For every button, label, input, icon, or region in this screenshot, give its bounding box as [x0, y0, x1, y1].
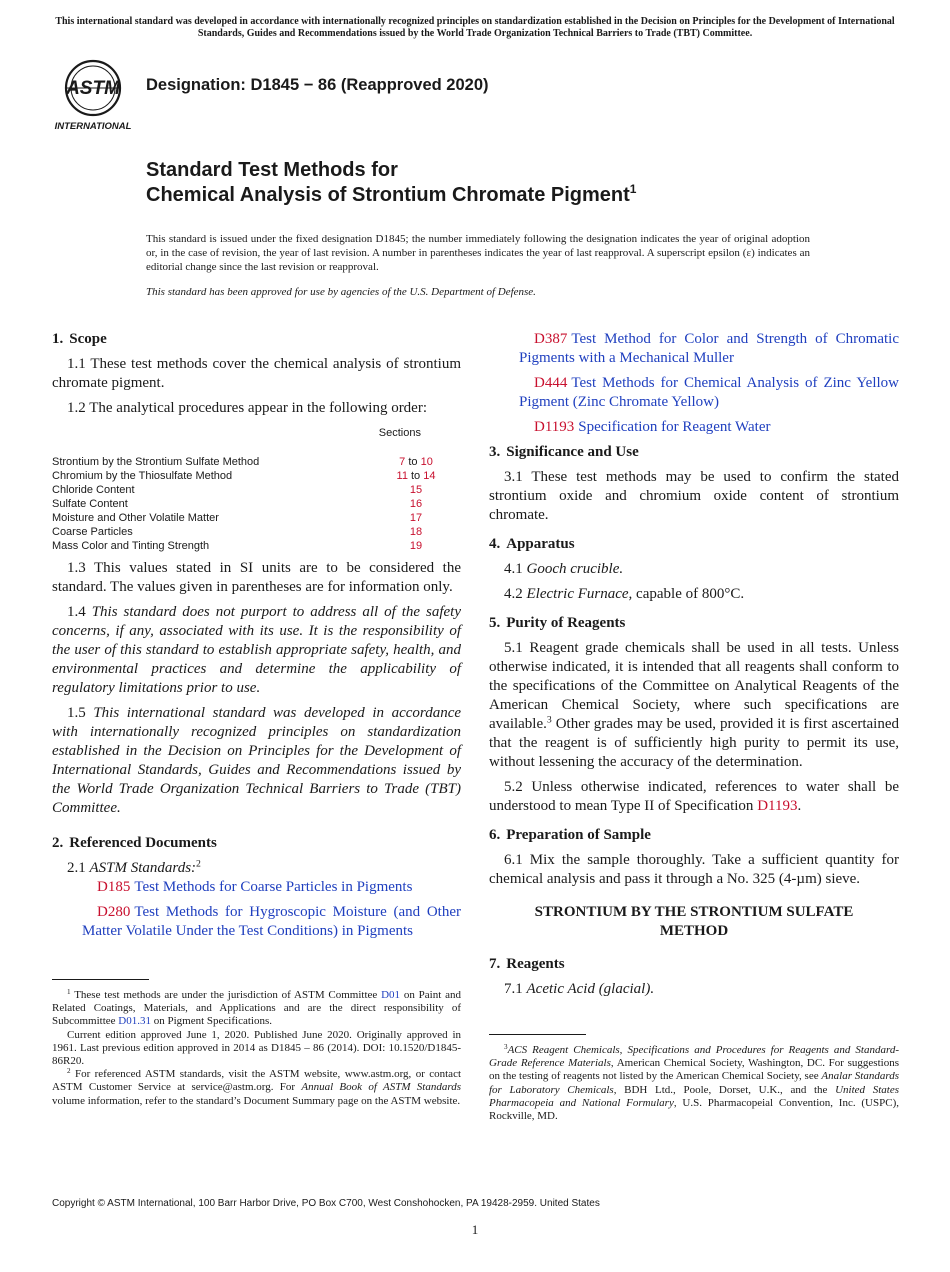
- section-link[interactable]: 7: [399, 456, 406, 468]
- para-3-1: 3.1 These test methods may be used to confirm the stated strontium oxide and chromium oxide content of strontium chromate.: [489, 469, 899, 523]
- astm-logo-graphic: [52, 58, 134, 132]
- procedure-row: [52, 511, 461, 525]
- section-link[interactable]: 11: [396, 470, 408, 482]
- page-number: 1: [471, 1222, 479, 1237]
- designation: Designation: D1845 − 86 (Reapproved 2020): [146, 76, 489, 94]
- footnotes-right: [489, 1034, 899, 1123]
- link-d1193[interactable]: D1193: [757, 798, 798, 814]
- title-line-1: Standard Test Methods for: [146, 159, 398, 181]
- footnote-3: $^3$ACS Reagent Chemicals, Specifications and Procedures for Reagents and Standard-Grade Reference Materials, American Chemical Society, Washington, DC. For suggestions on the testing of reagents not listed by the American Chemical Society, see Analar Standards for Laboratory Chemicals, BDH Ltd., Poole, Dorset, U.K., and the United States Pharmacopeia and National Formulary, U.S. Pharmacopeial Convention, Inc. (USPC), Rockville, MD.: [489, 1043, 899, 1123]
- section-range-to: to: [405, 456, 421, 468]
- procedure-row: [52, 539, 461, 553]
- para-1-5: 1.5 This international standard was developed in accordance with internationally recognized principles on standardization established in the Decision on Principles for the Development of International Standards, Guides and Recommendations issued by the World Trade Organization Technical Barriers to Trade (TBT) Committee.: [52, 705, 462, 816]
- para-1-4: 1.4 This standard does not purport to address all of the safety concerns, if any, associated with its use. It is the responsibility of the user of this standard to establish appropriate safety, health, and environmental practices and determine the applicability of regulatory limitations prior to use.: [52, 604, 462, 696]
- reference-designation-link[interactable]: D444: [534, 375, 568, 391]
- procedures-table: [52, 455, 461, 553]
- procedure-row: [52, 469, 461, 483]
- procedure-name: Strontium by the Strontium Sulfate Method: [52, 456, 260, 468]
- section-significance-heading: 3. Significance and Use: [489, 444, 639, 460]
- link-d01[interactable]: D01: [381, 989, 401, 1001]
- para-2-1: 2.1 ASTM Standards:$^2$: [67, 858, 201, 876]
- section-prep-heading: 6. Preparation of Sample: [489, 827, 651, 843]
- reference-item: [52, 878, 461, 897]
- reference-title-link[interactable]: Test Methods for Chemical Analysis of Zinc Yellow Pigment (Zinc Chromate Yellow): [519, 375, 899, 410]
- section-link[interactable]: 17: [409, 512, 423, 524]
- reference-item: [489, 418, 899, 437]
- logo-letters: ASTM: [66, 78, 120, 99]
- reference-designation-link[interactable]: D1193: [534, 419, 575, 435]
- procedure-sections: [371, 525, 461, 539]
- section-purity-heading: 5. Purity of Reagents: [489, 615, 626, 631]
- sections-label: Sections: [378, 427, 421, 439]
- reference-title-link[interactable]: Test Method for Color and Strength of Chromatic Pigments with a Mechanical Muller: [519, 331, 899, 366]
- procedure-name: Sulfate Content: [52, 498, 128, 510]
- reference-title-link[interactable]: Test Methods for Hygroscopic Moisture (and Other Matter Volatile Under the Test Conditions) in Pigments: [82, 904, 461, 939]
- reference-title-link[interactable]: Test Methods for Coarse Particles in Pigments: [134, 879, 413, 895]
- reference-list-right: [489, 330, 899, 437]
- document-title: [146, 158, 866, 208]
- section-link[interactable]: 16: [409, 498, 423, 510]
- right-column: [489, 330, 899, 1005]
- reference-item: [52, 903, 461, 941]
- footnote-2: $^2$ For referenced ASTM standards, visit the ASTM website, www.astm.org, or contact ASTM Customer Service at service@astm.org. For Annual Book of ASTM Standards volume information, refer to the standard’s Document Summary page on the ASTM website.: [52, 1067, 462, 1107]
- section-range-to: to: [407, 470, 424, 482]
- title-footnote-ref: 1: [629, 182, 637, 196]
- footnotes-left: [52, 979, 461, 1108]
- procedure-sections: [371, 497, 461, 511]
- section-scope-heading: 1. Scope: [52, 331, 107, 347]
- strontium-method-heading: STRONTIUM BY THE STRONTIUM SULFATE METHOD: [534, 904, 854, 939]
- reference-list-left: [52, 878, 461, 941]
- reference-title-link[interactable]: Specification for Reagent Water: [578, 419, 771, 435]
- procedure-row: [52, 483, 461, 497]
- footnote-1: $^1$ These test methods are under the jurisdiction of ASTM Committee D01 on Paint and Related Coatings, Materials, and Applications and are the direct responsibility of Subcommittee D01.31 on Pigment Specifications.: [52, 988, 461, 1028]
- procedure-sections: [371, 469, 461, 483]
- left-column: [52, 330, 461, 947]
- para-6-1: 6.1 Mix the sample thoroughly. Take a sufficient quantity for chemical analysis and pass it through a No. 325 (4-µm) sieve.: [489, 852, 899, 887]
- footnote-1-current-edition: Current edition approved June 1, 2020. Published June 2020. Originally approved in 1961. Last previous edition approved in 2014 as D1845 – 86 (2014). DOI: 10.1520/D1845-86R20.: [52, 1028, 461, 1068]
- section-link[interactable]: 19: [409, 540, 423, 552]
- procedure-name: Chromium by the Thiosulfate Method: [52, 470, 233, 482]
- astm-logo: [52, 58, 134, 132]
- procedure-sections: [371, 483, 461, 497]
- copyright-line: Copyright © ASTM International, 100 Barr Harbor Drive, PO Box C700, West Conshohocken, PA 19428-2959. United States: [52, 1198, 600, 1209]
- para-5-1: 5.1 Reagent grade chemicals shall be used in all tests. Unless otherwise indicated, it is intended that all reagents shall conform to the specifications of the Committee on Analytical Reagents of the American Chemical Society, where such specifications are available.$^3$ Other grades may be used, provided it is first ascertained that the reagent is of sufficiently high purity to permit its use, without lessening the accuracy of the determination.: [489, 640, 899, 770]
- procedure-sections: [371, 539, 461, 553]
- para-1-1: 1.1 These test methods cover the chemical analysis of strontium chromate pigment.: [52, 356, 461, 391]
- title-line-2-text: Chemical Analysis of Strontium Chromate Pigment: [146, 184, 630, 206]
- section-apparatus-heading: 4. Apparatus: [489, 536, 575, 552]
- issued-statement: This standard is issued under the fixed designation D1845; the number immediately following the designation indicates the year of original adoption or, in the case of revision, the year of last revision. A number in parentheses indicates the year of last reapproval. A superscript epsilon (ε) indicates an editorial change since the last revision or reapproval.: [146, 233, 810, 274]
- reference-item: [489, 330, 899, 368]
- dod-approval-statement: This standard has been approved for use by agencies of the U.S. Department of Defense.: [146, 286, 536, 298]
- reference-designation-link[interactable]: D280: [97, 904, 131, 920]
- section-link[interactable]: 15: [409, 484, 423, 496]
- link-d01-31[interactable]: D01.31: [118, 1015, 151, 1028]
- section-link[interactable]: 14: [423, 470, 436, 482]
- para-5-2: 5.2 Unless otherwise indicated, references to water shall be understood to mean Type II of Specification D1193.: [489, 779, 899, 814]
- procedure-row: [52, 525, 461, 539]
- para-7-1: 7.1 Acetic Acid (glacial).: [504, 981, 655, 997]
- title-line-2: [146, 183, 866, 208]
- logo-caption: INTERNATIONAL: [54, 121, 132, 132]
- para-4-1: 4.1 Gooch crucible.: [504, 561, 624, 577]
- para-1-2: 1.2 The analytical procedures appear in the following order:: [67, 400, 428, 416]
- procedure-name: Mass Color and Tinting Strength: [52, 540, 210, 552]
- procedure-name: Moisture and Other Volatile Matter: [52, 512, 219, 524]
- procedure-sections: [371, 455, 461, 469]
- top-notice: This international standard was developed in accordance with internationally recognized principles on standardization established in the Decision on Principles for the Development of International Standards, Guides and Recommendations issued by the World Trade Organization Technical Barriers to Trade (TBT) Committee.: [55, 16, 895, 39]
- section-link[interactable]: 18: [409, 526, 423, 538]
- procedure-sections: [371, 511, 461, 525]
- procedure-row: [52, 455, 461, 469]
- procedure-name: Chloride Content: [52, 484, 135, 496]
- section-refdocs-heading: 2. Referenced Documents: [52, 835, 217, 851]
- procedure-name: Coarse Particles: [52, 526, 133, 538]
- section-link[interactable]: 10: [420, 456, 433, 468]
- section-reagents-heading: 7. Reagents: [489, 956, 565, 972]
- reference-item: [489, 374, 899, 412]
- para-4-2: 4.2 Electric Furnace, capable of 800°C.: [504, 586, 745, 602]
- reference-designation-link[interactable]: D387: [534, 331, 568, 347]
- para-1-3: 1.3 This values stated in SI units are to be considered the standard. The values given in parentheses are for information only.: [52, 560, 461, 595]
- reference-designation-link[interactable]: D185: [97, 879, 131, 895]
- procedure-row: [52, 497, 461, 511]
